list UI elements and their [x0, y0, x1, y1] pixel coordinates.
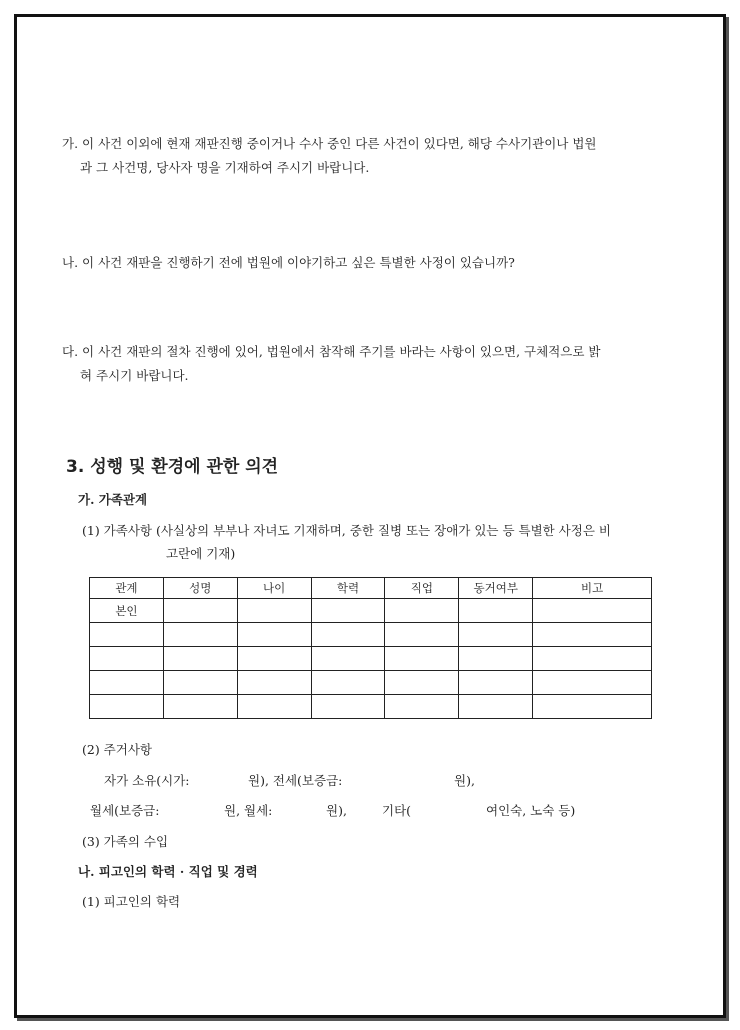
residence-heading: (2) 주거사항: [82, 742, 152, 757]
table-row: [90, 671, 652, 695]
header-cell: 직업: [385, 578, 459, 599]
question-da: [62, 340, 674, 388]
table-row: [90, 623, 652, 647]
table-cell[interactable]: [533, 623, 652, 647]
residence-monthly-rent-label: 원, 월세:: [224, 803, 273, 818]
table-cell[interactable]: [459, 695, 533, 719]
education-career-heading: 나. 피고인의 학력 · 직업 및 경력: [78, 864, 258, 879]
table-cell[interactable]: [311, 647, 385, 671]
header-cell: 비고: [533, 578, 652, 599]
residence-other-label: 기타(: [382, 803, 412, 818]
family-item-line2: 고란에 기재): [166, 546, 236, 561]
residence-won-label: 원),: [454, 773, 475, 788]
table-cell[interactable]: 본인: [90, 599, 164, 623]
family-income-heading: (3) 가족의 수입: [82, 834, 169, 849]
table-cell[interactable]: [533, 695, 652, 719]
question-na: [62, 251, 674, 275]
education-heading: (1) 피고인의 학력: [82, 894, 181, 909]
table-cell[interactable]: [163, 599, 237, 623]
header-cell: 학력: [311, 578, 385, 599]
table-cell[interactable]: [163, 647, 237, 671]
table-cell[interactable]: [385, 695, 459, 719]
table-cell[interactable]: [385, 647, 459, 671]
table-cell[interactable]: [237, 671, 311, 695]
question-da-line1: 다. 이 사건 재판의 절차 진행에 있어, 법원에서 참작해 주기를 바라는 사항이 있으면, 구체적으로 밝: [62, 344, 601, 359]
table-cell[interactable]: [311, 695, 385, 719]
question-ga-line1: 가. 이 사건 이외에 현재 재판진행 중이거나 수사 중인 다른 사건이 있다면, 해당 수사기관이나 법원: [62, 136, 597, 151]
table-cell[interactable]: [163, 695, 237, 719]
family-table: [89, 577, 652, 719]
header-cell: 동거여부: [459, 578, 533, 599]
table-cell[interactable]: [533, 671, 652, 695]
family-item-line1: (1) 가족사항 (사실상의 부부나 자녀도 기재하며, 중한 질병 또는 장애가 있는 등 특별한 사정은 비: [82, 523, 611, 538]
table-row: [90, 695, 652, 719]
question-ga-line2: 과 그 사건명, 당사자 명을 기재하여 주시기 바랍니다.: [80, 160, 370, 175]
table-cell[interactable]: [237, 647, 311, 671]
table-cell[interactable]: [459, 599, 533, 623]
table-cell[interactable]: [385, 599, 459, 623]
table-cell[interactable]: [459, 671, 533, 695]
table-cell[interactable]: [90, 671, 164, 695]
table-row: [90, 599, 652, 623]
table-cell[interactable]: [90, 623, 164, 647]
table-row: [90, 647, 652, 671]
table-cell[interactable]: [459, 647, 533, 671]
header-cell: 나이: [237, 578, 311, 599]
header-cell: 성명: [163, 578, 237, 599]
table-cell[interactable]: [163, 623, 237, 647]
family-relations-heading: 가. 가족관계: [78, 492, 148, 507]
table-header-row: [90, 578, 652, 599]
table-cell[interactable]: [90, 695, 164, 719]
table-cell[interactable]: [533, 599, 652, 623]
header-cell: 관계: [90, 578, 164, 599]
table-cell[interactable]: [385, 671, 459, 695]
question-da-line2: 혀 주시기 바랍니다.: [80, 368, 189, 383]
table-cell[interactable]: [533, 647, 652, 671]
table-cell[interactable]: [237, 623, 311, 647]
table-cell[interactable]: [237, 695, 311, 719]
residence-own-label: 자가 소유(시가:: [104, 773, 190, 788]
table-cell[interactable]: [311, 599, 385, 623]
table-cell[interactable]: [311, 671, 385, 695]
table-cell[interactable]: [311, 623, 385, 647]
table-cell[interactable]: [163, 671, 237, 695]
table-cell[interactable]: [90, 647, 164, 671]
section-title: 3. 성행 및 환경에 관한 의견: [66, 457, 279, 477]
question-na-line1: 나. 이 사건 재판을 진행하기 전에 법원에 이야기하고 싶은 특별한 사정이 있습니까?: [62, 255, 515, 270]
question-ga: [62, 132, 674, 180]
table-cell[interactable]: [459, 623, 533, 647]
table-cell[interactable]: [237, 599, 311, 623]
residence-won-label-2: 원),: [326, 803, 347, 818]
residence-examples-label: 여인숙, 노숙 등): [486, 803, 576, 818]
residence-monthly-label: 월세(보증금:: [90, 803, 160, 818]
residence-jeonse-label: 원), 전세(보증금:: [248, 773, 343, 788]
table-cell[interactable]: [385, 623, 459, 647]
